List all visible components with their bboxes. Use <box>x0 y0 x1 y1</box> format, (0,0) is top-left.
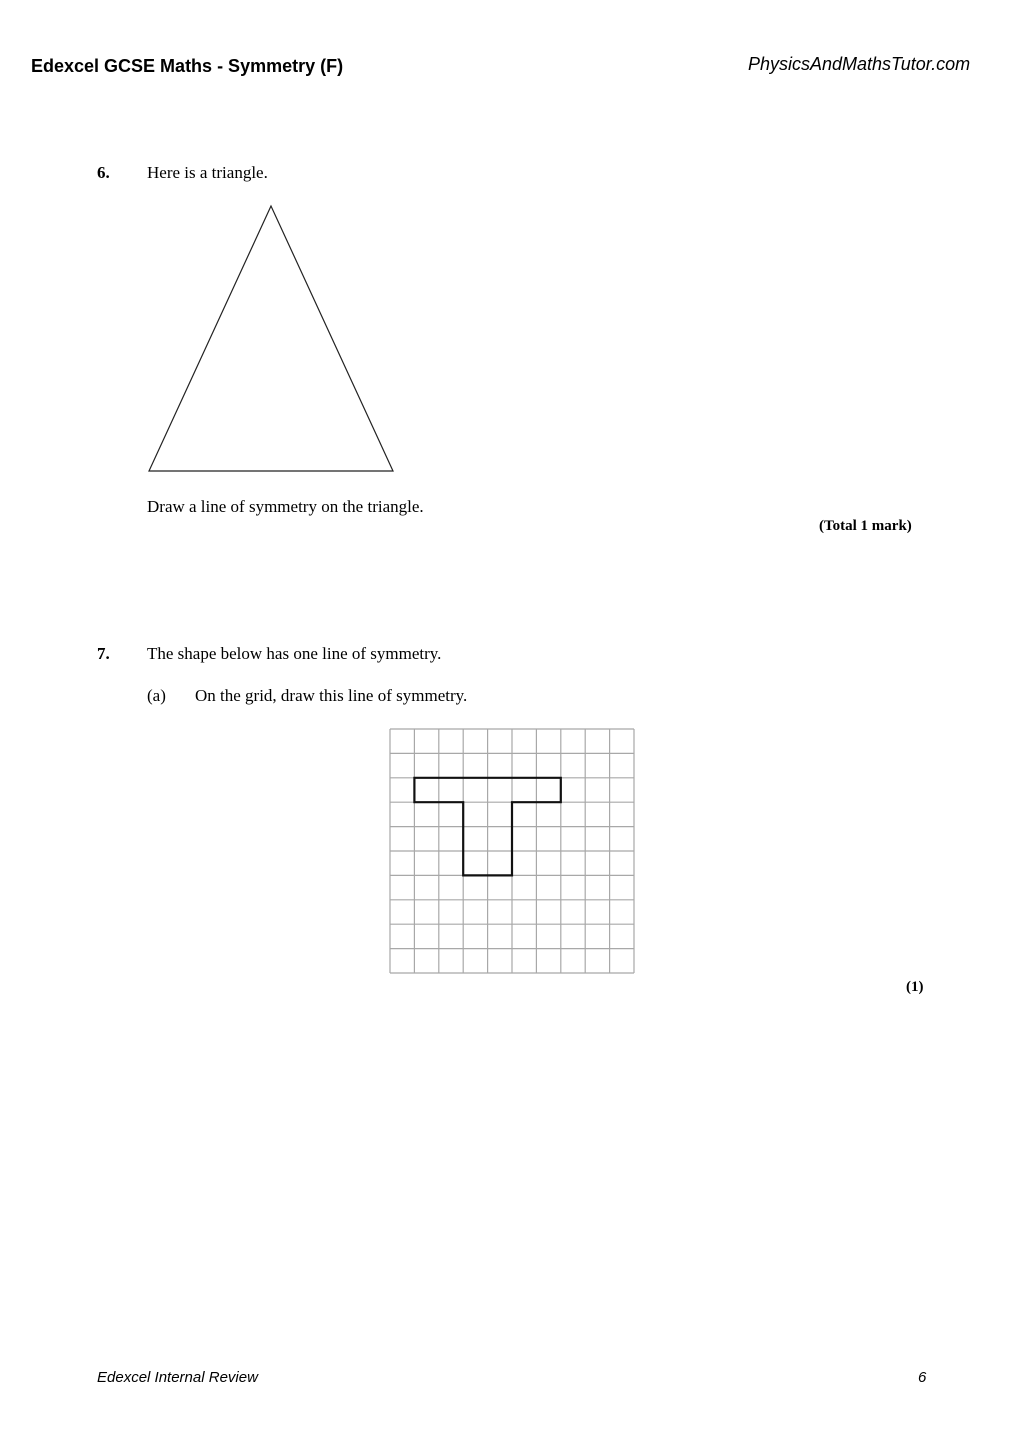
footer-page-number: 6 <box>918 1369 927 1386</box>
footer-source: Edexcel Internal Review <box>97 1369 258 1386</box>
header-title: Edexcel GCSE Maths - Symmetry (F) <box>31 56 344 76</box>
question-6-number: 6. <box>97 163 110 182</box>
triangle-shape <box>149 206 393 471</box>
question-7a-marks: (1) <box>906 979 924 995</box>
question-7-text: The shape below has one line of symmetry. <box>147 644 442 663</box>
question-7a-text: On the grid, draw this line of symmetry. <box>195 686 468 705</box>
question-6-text: Here is a triangle. <box>147 163 268 182</box>
triangle-figure <box>140 198 404 478</box>
question-6-total-marks: (Total 1 mark) <box>819 518 912 534</box>
symmetry-grid <box>389 728 637 976</box>
question-7a-label: (a) <box>147 686 166 705</box>
question-6-instruction: Draw a line of symmetry on the triangle. <box>147 497 424 516</box>
question-7-number: 7. <box>97 644 110 663</box>
header-site: PhysicsAndMathsTutor.com <box>748 54 971 74</box>
